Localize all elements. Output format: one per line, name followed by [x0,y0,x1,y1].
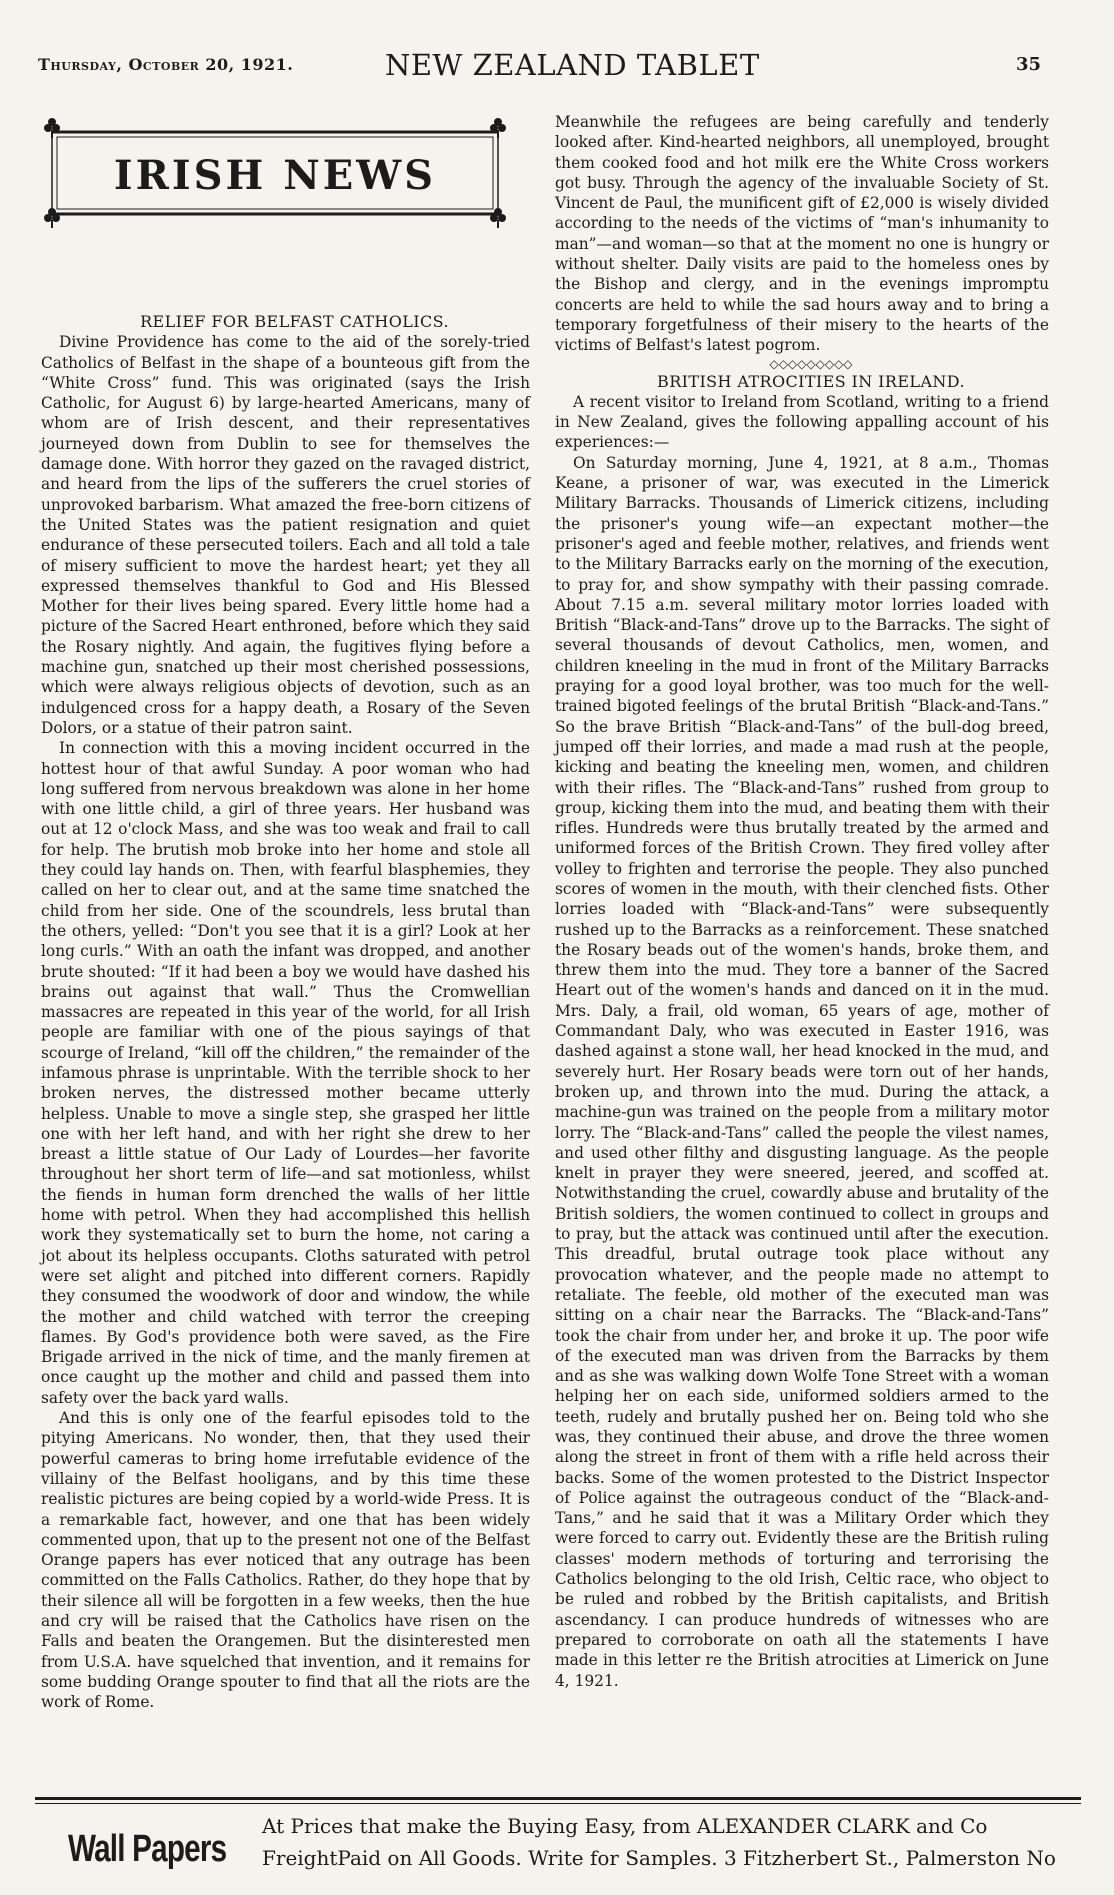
section-banner [40,118,510,228]
article-paragraph: And this is only one of the fearful episodes told to the pitying Americans. No wonder, then, that they used their powerful cameras to bring home irrefutable evidence of the villainy of the Belfast hooligans, and by this time these realistic pictures are being copied by a world-wide Press. It is a remarkable fact, however, and one that has been widely commented upon, that up to the present not one of the Belfast Orange papers has ever noticed that any outrage has been committed on the Falls Catholics. Rather, do they hope that by their silence all will be forgotten in a few weeks, then the hue and cry will be raised that the Catholics have risen on the Falls and beaten the Orangemen. But the disinterested men from U.S.A. have squelched that invention, and it remains for some budding Orange spouter to find that all the riots are the work of Rome. [41,1409,530,1712]
article-heading: BRITISH ATROCITIES IN IRELAND. [657,371,965,391]
footer-rule [35,1797,1081,1800]
article-paragraph: On Saturday morning, June 4, 1921, at 8 a.m., Thomas Keane, a prisoner of war, was executed in the Limerick Military Barracks. Thousands of Limerick citizens, including the prisoner's young wife—an expectant mother—the prisoner's aged and feeble mother, relatives, and friends went to the Military Barracks early on the morning of the execution, to pray for, and show sympathy with their passing comrade. About 7.15 a.m. several military motor lorries loaded with British “Black-and-Tans” drove up to the Barracks. The sight of several thousands of devout Catholics, men, women, and children kneeling in the mud in front of the Military Barracks praying for a good loyal brother, was too much for the well-trained bigoted feelings of the brutal British “Black-and-Tans.” So the brave British “Black-and-Tans” of the bull-dog breed, jumped off their lorries, and made a mad rush at the people, kicking and beating the kneeling men, women, and children with their rifles. The “Black-and-Tans” rushed from group to group, kicking them into the mud, and beating them with their rifles. Hundreds were thus brutally treated by the armed and uniformed forces of the British Crown. They fired volley after volley to frighten and terrorise the people. They also punched scores of women in the mouth, with their clenched fists. Other lorries loaded with “Black-and-Tans” were subsequently rushed up to the Barracks as a reinforcement. These snatched the Rosary beads out of the women's hands, broke them, and threw them into the mud. They tore a banner of the Sacred Heart out of the women's hands and danced on it in the mud. Mrs. Daly, a frail, old woman, 65 years of age, mother of Commandant Daly, who was executed in Easter 1916, was dashed against a stone wall, her head knocked in the mud, and severely hurt. Her Rosary beads were torn out of her hands, broken up, and thrown into the mud. During the attack, a machine-gun was trained on the people from a military motor lorry. The “Black-and-Tans” called the people the vilest names, and used other filthy and disgusting language. As the people knelt in prayer they were sneered, jeered, and scoffed at. Notwithstanding the cruel, cowardly abuse and brutality of the British soldiers, the women continued to collect in groups and to pray, but the attack was continued until after the execution. This dreadful, brutal outrage took place without any provocation whatever, and the people made no attempt to retaliate. The feeble, old mother of the executed man was sitting on a chair near the Barracks. The “Black-and-Tans” took the chair from under her, and broke it up. The poor wife of the executed man was driven from the Barracks by them and as she was walking down Wolfe Tone Street with a woman helping her on each side, uniformed soldiers armed to the teeth, rudely and brutally pushed her on. Being told who she was, they continued their abuse, and drove the three women along the street in front of them with a rifle held across their backs. Some of the women protested to the District Inspector of Police against the outrageous conduct of the “Black-and-Tans,” and he said that it was a Military Order which they were forced to carry out. Evidently these are the British ruling classes' modern methods of torturing and terrorising the Catholics belonging to the old Irish, Celtic race, who object to be ruled and robbed by the British capitalists, and British ascendancy. I can produce hundreds of witnesses who are prepared to corroborate on oath all the statements I have made in this letter re the British atrocities at Limerick on June 4, 1921. [555,453,1049,1690]
article-paragraph: Divine Providence has come to the aid of the sorely-tried Catholics of Belfast in the shape of a bounteous gift from the “White Cross” fund. This was originated (says the Irish Catholic, for August 6) by large-hearted Americans, many of whom are of Irish descent, and their representatives journeyed down from Dublin to see for themselves the damage done. With horror they gazed on the ravaged district, and heard from the lips of the sufferers the cruel stories of unprovoked barbarism. What amazed the free-born citizens of the United States was the patient resignation and quiet endurance of these persecuted toilers. Each and all told a tale of misery sufficient to move the hardest heart; yet they all expressed themselves thankful to God and His Blessed Mother for their lives being spared. Every little home had a picture of the Sacred Heart enthroned, before which they said the Rosary nightly. And again, the fugitives flying before a machine gun, snatched up their most cherished possessions, which were always religious objects of devotion, such as an indulgenced cross for a happy death, a Rosary of the Seven Dolors, or a statue of their patron saint. [41,333,530,737]
left-column [41,312,530,1712]
page-number: 35 [1016,54,1042,75]
banner-title: IRISH NEWS [113,152,437,199]
article-paragraph: Meanwhile the refugees are being carefully and tenderly looked after. Kind-hearted neighbors, all unemployed, brought them cooked food and hot milk ere the White Cross workers got busy. Through the agency of the invaluable Society of St. Vincent de Paul, the munificent gift of £2,000 is wisely divided according to the needs of the victims of “man's inhumanity to man”—and woman—so that at the moment no one is hungry or without shelter. Daily visits are paid to the homeless ones by the Bishop and clergy, and in the evenings impromptu concerts are held to while the sad hours away and to bring a temporary forgetfulness of their misery to the hearts of the victims of Belfast's latest pogrom. [555,113,1049,355]
advert-line: At Prices that make the Buying Easy, from ALEXANDER CLARK and Co [262,1814,988,1838]
advert-brand: Wall Papers [68,1828,227,1870]
right-column [555,112,1049,1691]
article-heading: RELIEF FOR BELFAST CATHOLICS. [140,312,449,331]
advert-line: FreightPaid on All Goods. Write for Samples. 3 Fitzherbert St., Palmerston No [262,1846,1056,1870]
article-paragraph: A recent visitor to Ireland from Scotland, writing to a friend in New Zealand, gives the following appalling account of his experiences:— [555,392,1049,452]
section-divider: ◇◇◇◇◇◇◇◇◇ [769,356,853,371]
issue-date: Thursday, October 20, 1921. [38,55,294,74]
masthead-title: NEW ZEALAND TABLET [385,48,760,82]
article-paragraph: In connection with this a moving incident occurred in the hottest hour of that awful Sunday. A poor woman who had long suffered from nervous breakdown was alone in her home with one little child, a girl of three years. Her husband was out at 12 o'clock Mass, and she was too weak and frail to call for help. The brutish mob broke into her home and stole all they could lay hands on. Then, with fearful blasphemies, they called on her to clear out, and at the same time snatched the child from her side. One of the scoundrels, less brutal than the others, yelled: “Don't you see that it is a girl? Look at her long curls.” With an oath the infant was dropped, and another brute shouted: “If it had been a boy we would have dashed his brains out against that wall.” Thus the Cromwellian massacres are repeated in this year of the world, for all Irish people are familiar with one of the pious sayings of that scourge of Ireland, “kill off the children,” the remainder of the infamous phrase is unprintable. With the terrible shock to her broken nerves, the distressed mother became utterly helpless. Unable to move a single step, she grasped her little one with her left hand, and with her right she drew to her breast a little statue of Our Lady of Lourdes—her favorite throughout her short term of life—and sat motionless, whilst the fiends in human form drenched the walls of her little home with petrol. When they had accomplished this hellish work they systematically set to burn the home, not caring a jot about its helpless occupants. Cloths saturated with petrol were set alight and pitched into different corners. Rapidly they consumed the woodwork of door and window, the while the mother and child watched with terror the creeping flames. By God's providence both were saved, as the Fire Brigade arrived in the nick of time, and the manly firemen at once caught up the mother and child and passed them into safety over the back yard walls. [41,739,530,1407]
footer-rule [35,1803,1081,1804]
